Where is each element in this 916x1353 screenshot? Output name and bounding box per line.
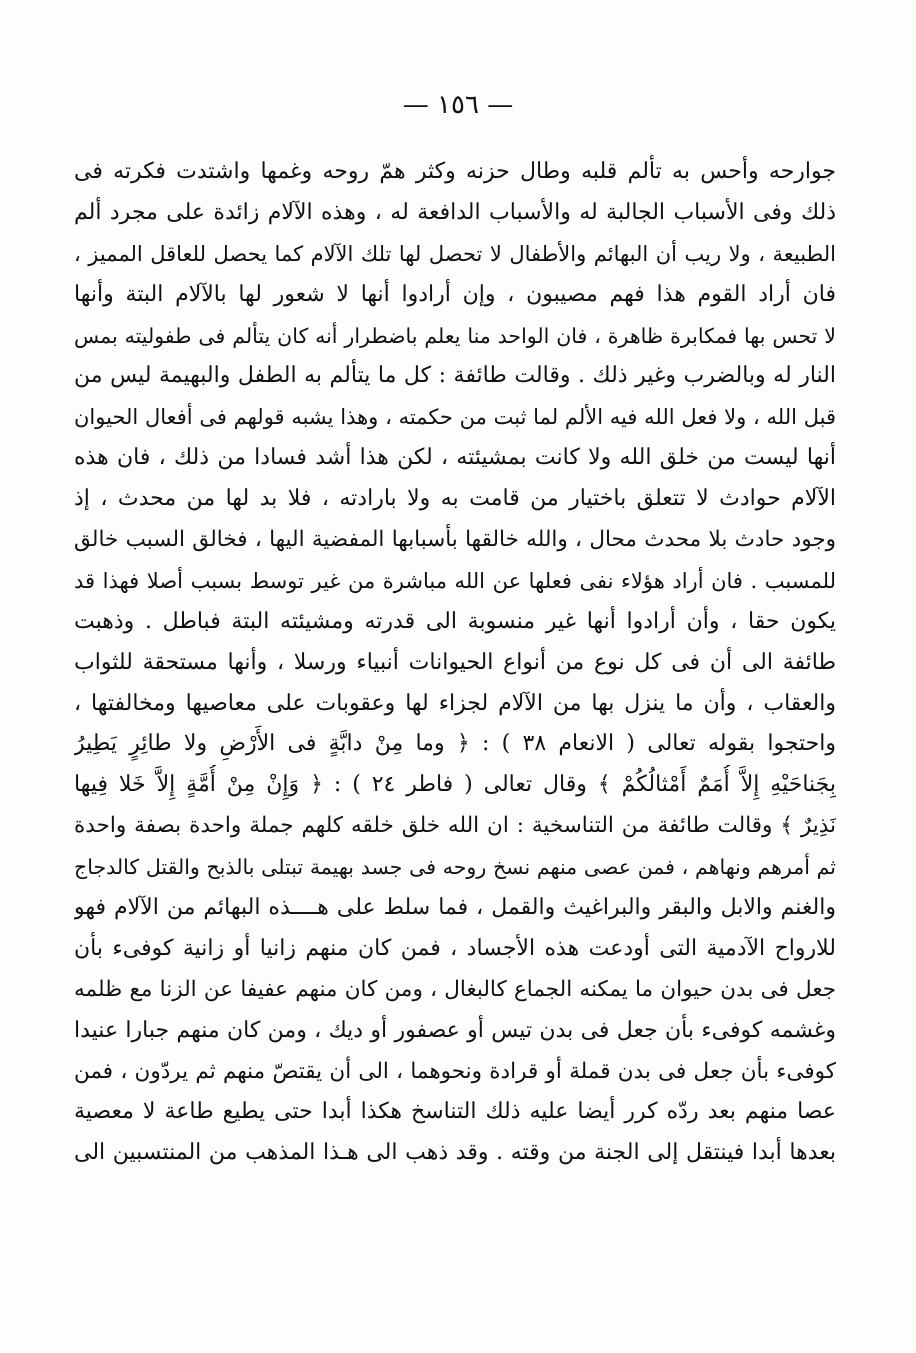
- text-line: والغنم والابل والبقر والبراغيث والقمل ، فما سلط على هــــذه البهائم من الآلام فهو: [74, 895, 836, 921]
- text-line: والعقاب ، وأن ما ينزل بها من الآلام لجزاء لها وعقوبات على معاصيها ومخالفتها ،: [74, 690, 836, 716]
- text-line: للمسبب . فان أراد هؤلاء نفى فعلها عن الله مباشرة من غير توسط بسبب أصلا فهذا قد: [74, 568, 836, 593]
- text-line: وجود حادث بلا محدث محال ، والله خالقها بأسبابها المفضية اليها ، فخالق السبب خالق: [74, 527, 836, 553]
- text-line: بِجَناحَيْهِ إِلاَّ أُمَمٌ أَمْثالُكُمْ ﴾ وقال تعالى ( فاطر ٢٤ ) : ﴿ وَإِنْ مِنْ أُمَّةٍ إِلاَّ خَلا فِيها: [74, 772, 836, 798]
- text-line: جوارحه وأحس به تألم قلبه وطال حزنه وكثر همّ روحه وغمها واشتدت فكرته فى: [74, 159, 836, 184]
- page-number: — ١٥٦ —: [402, 90, 514, 120]
- text-line: وغشمه كوفىء بأن جعل فى بدن تيس أو عصفور أو ديك ، ومن كان منهم جبارا عنيدا: [74, 1017, 836, 1043]
- text-line: كوفىء بأن جعل فى بدن قملة أو قرادة ونحوهما ، الى أن يقتصّ منهم ثم يردّون ، فمن: [74, 1058, 836, 1084]
- text-line: بعدها أبدا فينتقل إلى الجنة من وقته . وقد ذهب الى هـذا المذهب من المنتسبين الى: [74, 1140, 836, 1166]
- text-line: فان أراد القوم هذا فهم مصيبون ، وإن أرادوا أنها لا شعور لها بالآلام البتة وأنها: [74, 281, 836, 307]
- text-line: طائفة الى أن فى كل نوع من أنواع الحيوانات أنبياء ورسلا ، وأنها مستحقة للثواب: [74, 649, 836, 675]
- text-line: الطبيعة ، ولا ريب أن البهائم والأطفال لا تحصل لها تلك الآلام كما يحصل للعاقل المميز ،: [74, 241, 836, 266]
- text-line: يكون حقا ، وأن أرادوا أنها غير منسوبة الى قدرته ومشيئته البتة فباطل . وذهبت: [74, 608, 836, 634]
- text-line: ذلك وفى الأسباب الجالبة له والأسباب الدافعة له ، وهذه الآلام زائدة على مجرد ألم: [74, 199, 836, 225]
- text-line: ثم أمرهم ونهاهم ، فمن عصى منهم نسخ روحه فى جسد بهيمة تبتلى بالذبح والقتل كالدجاج: [74, 855, 836, 880]
- text-line: الآلام حوادث لا تتعلق باختيار من قامت به ولا بارادته ، فلا بد لها من محدث ، إذ: [74, 486, 836, 512]
- text-line: أنها ليست من خلق الله ولا كانت بمشيئته ، لكن هذا أشد فسادا من ذلك ، فان هذه: [74, 445, 836, 471]
- text-line: لا تحس بها فمكابرة ظاهرة ، فان الواحد منا يعلم باضطرار أنه كان يتألم فى طفوليته بمس: [74, 323, 836, 348]
- text-line: للارواح الآدمية التى أودعت هذه الأجساد ، فمن كان منهم زانيا أو زانية كوفىء بأن: [74, 935, 836, 961]
- text-line: قبل الله ، ولا فعل الله فيه الألم لما ثبت من حكمته ، وهذا يشبه قولهم فى أفعال الحيوان: [74, 405, 836, 430]
- text-line: النار له وبالضرب وغير ذلك . وقالت طائفة : كل ما يتألم به الطفل والبهيمة ليس من: [74, 363, 836, 389]
- text-line: نَذِيرٌ ﴾ وقالت طائفة من التناسخية : ان الله خلق خلقه كلهم جملة واحدة بصفة واحدة: [74, 813, 836, 839]
- text-line: عصا منهم بعد ردّه كرر أيضا عليه ذلك التناسخ هكذا أبدا حتى يطيع طاعة لا معصية: [74, 1099, 836, 1125]
- body-text: [74, 152, 836, 1174]
- text-line: واحتجوا بقوله تعالى ( الانعام ٣٨ ) : ﴿ وما مِنْ دابَّةٍ فى الأَرْضِ ولا طائِرٍ يَطِيرُ: [74, 731, 836, 757]
- text-line: جعل فى بدن حيوان ما يمكنه الجماع كالبغال ، ومن كان منهم عفيفا عن الزنا مع ظلمه: [74, 976, 836, 1002]
